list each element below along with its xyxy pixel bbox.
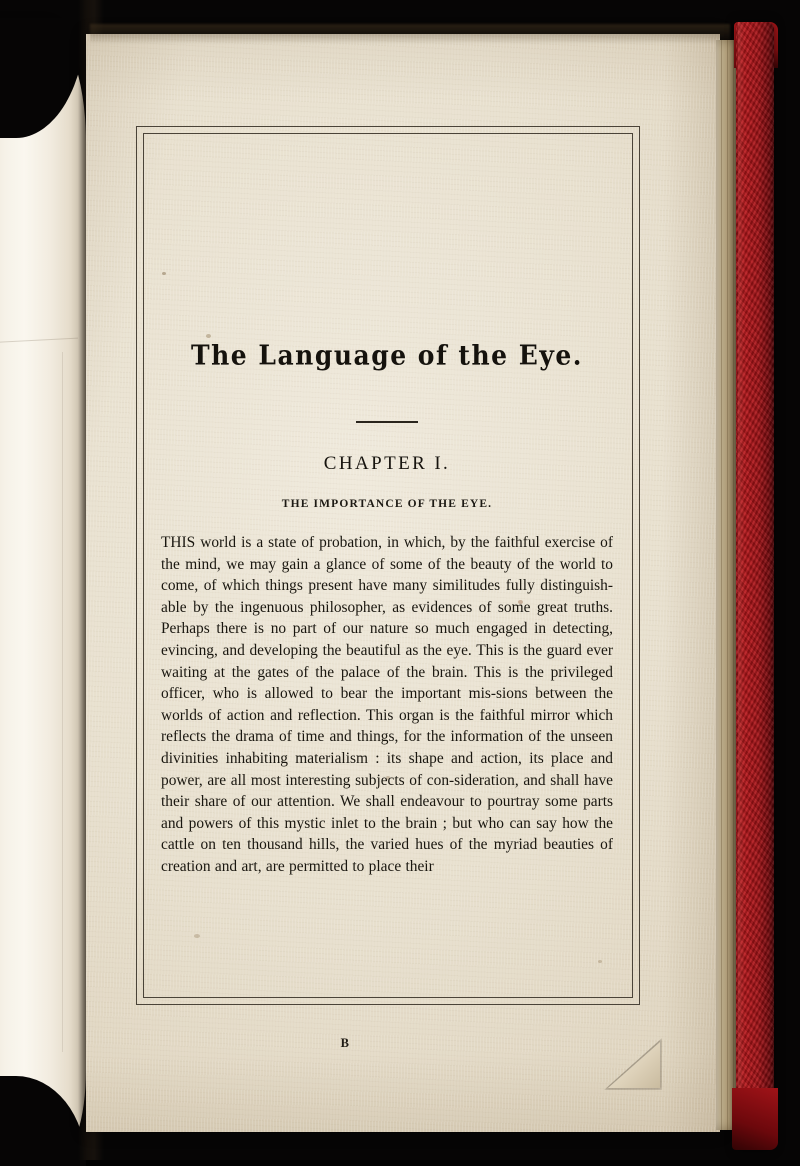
opening-small-caps bbox=[161, 534, 195, 551]
book-binding bbox=[736, 22, 774, 1150]
facing-page-crease bbox=[0, 338, 78, 344]
leaf-line bbox=[733, 40, 734, 1130]
leaf-line bbox=[721, 40, 722, 1130]
facing-page-top-curve bbox=[0, 18, 86, 138]
body-text-paragraph bbox=[161, 532, 613, 878]
page-title: The Language of the Eye. bbox=[191, 339, 583, 372]
facing-page bbox=[0, 22, 86, 1160]
head-edge-shadow bbox=[90, 24, 730, 44]
opening-capital: T bbox=[161, 534, 171, 551]
signature-mark: B bbox=[340, 1036, 350, 1050]
printed-page bbox=[86, 34, 720, 1132]
facing-page-bottom-curve bbox=[0, 1076, 86, 1166]
opening-smallcaps-rest: HIS bbox=[170, 534, 196, 551]
type-block bbox=[143, 133, 631, 996]
binding-highlight bbox=[738, 22, 745, 1150]
title-divider-rule bbox=[356, 421, 418, 423]
chapter-subtitle: THE IMPORTANCE OF THE EYE. bbox=[281, 498, 493, 510]
chapter-heading: CHAPTER I. bbox=[323, 453, 451, 474]
facing-page-edge-line bbox=[62, 352, 63, 1052]
body-text-run: world is a state of probation, in which, by the faithful exercise of the mind, we may gain a glance of some of the beauty of the world to come, of which things present have many similitudes fully distinguish-able by the ingenuous philosopher, as evidences of some great truths. Perhaps there is no part of our nature so much engaged in detecting, evincing, and developing the beautiful as the eye. This is the guard ever waiting at the gates of the palace of the brain. This is the privileged officer, who is allowed to bear the important mis-sions between the worlds of action and reflection. This organ is the faithful mirror which reflects the drama of time and things, for the information of the unseen divinities inhabiting materialism : its shape and action, its place and power, are all most interesting subjects of con-sideration, and shall have their share of our attention. We shall endeavour to pourtray some parts and powers of this mystic inlet to the brain ; but who can say how the cattle on ten thousand hills, the varied hues of the myriad beauties of creation and art, are permitted to place their bbox=[161, 534, 613, 875]
leaf-line bbox=[727, 40, 728, 1130]
binding-tail-cap bbox=[732, 1088, 778, 1150]
